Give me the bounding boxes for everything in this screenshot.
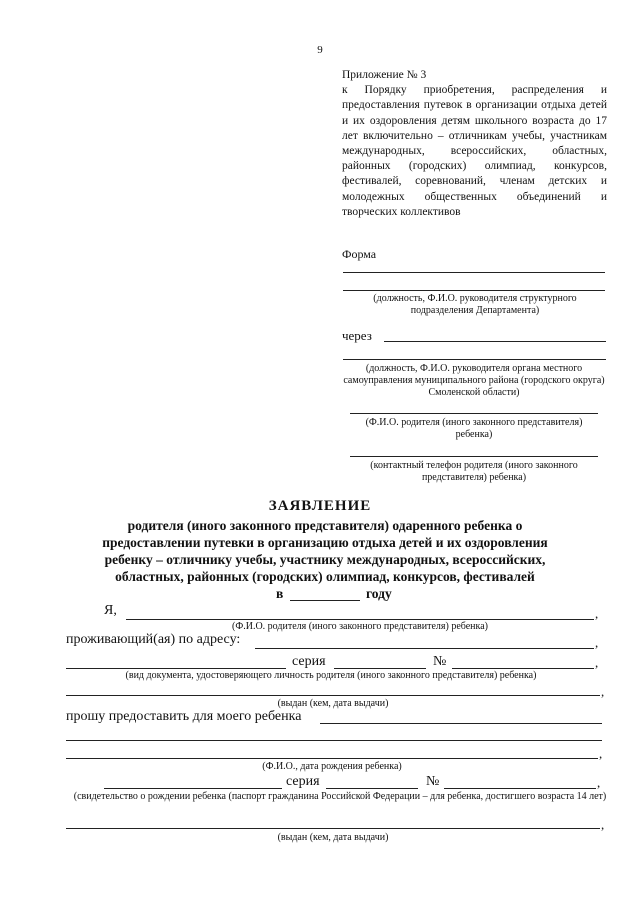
child-line-2[interactable] (66, 758, 598, 759)
through-line[interactable] (384, 341, 606, 342)
series-line[interactable] (334, 668, 426, 669)
comma-7: , (601, 817, 605, 832)
request-line[interactable] (320, 723, 602, 724)
doc-type-line[interactable] (66, 668, 286, 669)
request-label: прошу предоставить для моего ребенка (66, 709, 302, 724)
year-line[interactable] (290, 600, 360, 601)
addressee-caption-3: (Ф.И.О. родителя (иного законного представителя) ребенка) (365, 417, 583, 440)
parent-name-line[interactable] (350, 413, 598, 414)
series-label-2: серия (286, 774, 320, 789)
issued-caption-2: (выдан (кем, дата выдачи) (277, 832, 389, 843)
through-label: через (342, 328, 372, 343)
number-label-2: № (426, 774, 440, 789)
statement-title: ЗАЯВЛЕНИЕ (268, 498, 372, 514)
series-line-2[interactable] (326, 788, 418, 789)
number-line-2[interactable] (444, 788, 596, 789)
address-label: проживающий(ая) по адресу: (66, 632, 241, 647)
appendix-text: к Порядку приобретения, распределения и предоставления путевок в организации отдыха детей и их оздоровления детям школьного возраста до 17 лет включительно – отличникам учебы, участникам международных, всероссийских, областных, районных (городских) олимпиад, конкурсов, фестивалей, соревнований, членам детских и молодежных общественных объединений и творческих коллективов (342, 84, 607, 218)
comma-3: , (595, 655, 599, 670)
addressee-line-1[interactable] (343, 272, 605, 273)
birth-caption: (свидетельство о рождении ребенка (паспорт гражданина Российской Федерации – для ребенка, достигшего возраста 14 лет) (73, 791, 607, 802)
through-line-2[interactable] (343, 359, 606, 360)
addressee-caption-2: (должность, Ф.И.О. руководителя органа местного самоуправления муниципального района (городского округа) Смоленской области) (343, 363, 605, 398)
issued-line[interactable] (66, 695, 600, 696)
i-name-line[interactable] (126, 619, 594, 620)
addressee-caption-4: (контактный телефон родителя (иного законного представителя) ребенка) (370, 460, 578, 483)
phone-line[interactable] (350, 456, 598, 457)
i-label: Я, (104, 603, 117, 618)
comma-2: , (595, 635, 599, 650)
number-line[interactable] (452, 668, 594, 669)
comma-1: , (595, 606, 599, 621)
comma-6: , (597, 775, 601, 790)
i-caption: (Ф.И.О. родителя (иного законного представителя) ребенка) (232, 621, 488, 632)
address-line[interactable] (255, 648, 594, 649)
year-suffix: году (366, 586, 392, 601)
addressee-caption-1: (должность, Ф.И.О. руководителя структурного подразделения Департамента) (373, 293, 577, 316)
issued-line-2[interactable] (66, 828, 600, 829)
page-number: 9 (317, 44, 323, 56)
statement-subtitle: родителя (иного законного представителя) одаренного ребенка о предоставлении путевки в организацию отдыха детей и их оздоровления ребенку – отличнику учебы, участнику международных, всероссийских, областных, районных (городских) олимпиад, конкурсов, фестивалей (102, 518, 548, 584)
comma-5: , (599, 746, 603, 761)
doc-caption: (вид документа, удостоверяющего личность родителя (иного законного представителя) ребенка) (125, 670, 537, 681)
series-label: серия (292, 654, 326, 669)
appendix-title: Приложение № 3 (342, 69, 427, 81)
year-prefix: в (276, 586, 284, 601)
appendix-block (342, 68, 607, 220)
cert-type-line[interactable] (104, 788, 282, 789)
child-caption: (Ф.И.О., дата рождения ребенка) (262, 761, 402, 772)
issued-caption: (выдан (кем, дата выдачи) (277, 698, 389, 709)
comma-4: , (601, 684, 605, 699)
child-line-1[interactable] (66, 740, 602, 741)
addressee-line-2[interactable] (343, 290, 605, 291)
number-label: № (433, 654, 447, 669)
form-label: Форма (342, 247, 377, 261)
